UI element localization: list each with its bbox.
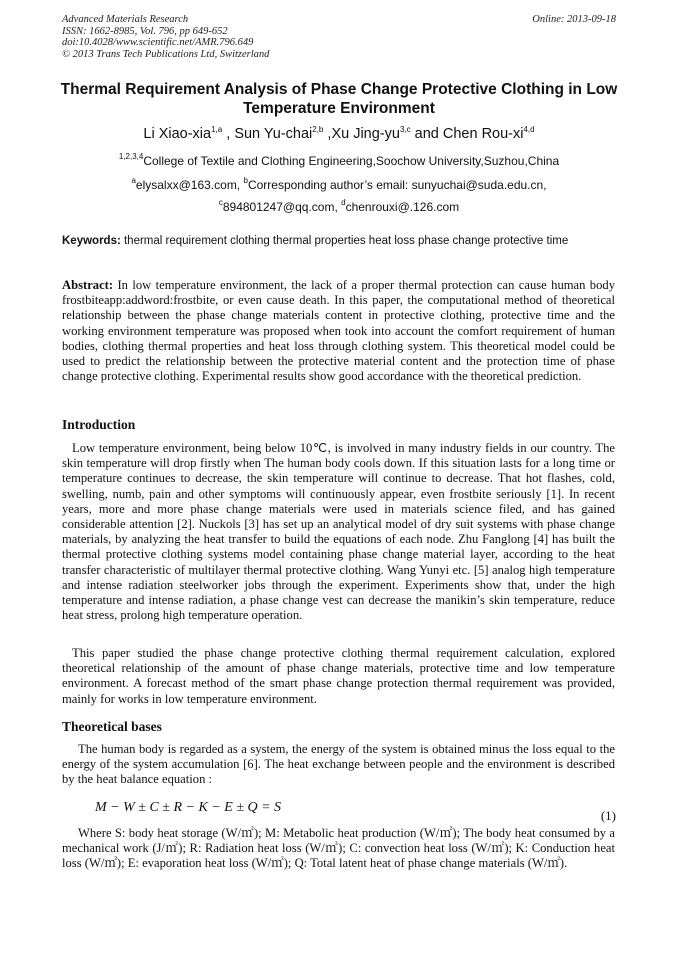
- abstract-label: Abstract:: [62, 278, 114, 292]
- journal-header: [62, 14, 269, 60]
- email-superscript: c: [218, 198, 223, 207]
- abstract-text: In low temperature environment, the lack of a proper thermal protection can cause human body frostbiteapp:addword:frostbite, or even cause death. In this paper, the computational method of theoretical relationship between the phase change materials content in protective clothing, protective time and the working environment temperature was proposed when took into account the comfort requirement of human bodies, clothing thermal properties and heat loss through clothing system. This theoretical model could be used to predict the relationship between the protective material content and the protection time of phase change protective clothing. Experimental results show good accordance with the theoretical prediction.: [62, 278, 615, 384]
- abstract: [62, 278, 615, 384]
- section-heading-theoretical-bases: Theoretical bases: [62, 719, 162, 734]
- email-address: elysalxx@163.com,: [135, 178, 244, 192]
- introduction-paragraph-1: Low temperature environment, being below 10℃, is involved in many industry fields in our country. The skin temperature will drop firstly when The human body cools down. If this situation lasts for a long time or temperature continues to decrease, the skin temperature will continue to decrease. That hot flashes, cold, swelling, numb, pain and other symptoms will continuously appear, even frostbite seriously [1]. In recent years, more and more phase change materials were used in materials science filed, and has gained considerable attention [2]. Nuckols [3] has set up an analytical model of dry suit systems with phase change materials, by analyzing the heat transfer to build the equations of each node. Zhu Fanglong [4] has built the thermal protective clothing systems model containing phase change material layer, according to the heat transfer characteristic of multilayer thermal protective clothing. Wang Yunyi etc. [5] analog high temperature and intense radiation steelworker jobs through the experiment. Experiments show that, under the high temperature and intense radiation, a phase change vest can decrease the manikin’s skin temperature, reduce heat stress, prolong high temperature operation.: [62, 441, 615, 623]
- author-superscript: 4,d: [523, 125, 535, 134]
- author-name: Li Xiao-xia: [143, 126, 212, 142]
- author-separator: ,: [222, 126, 235, 142]
- section-heading-introduction: Introduction: [62, 417, 136, 432]
- author-superscript: 3,c: [399, 125, 411, 134]
- author-superscript: 1,a: [211, 125, 223, 134]
- heat-balance-equation: M − W ± C ± R − K − E ± Q = S: [95, 800, 282, 815]
- affiliation-superscript: 1,2,3,4: [118, 152, 144, 161]
- issn-line: ISSN: 1662-8985, Vol. 796, pp 649-652: [62, 25, 228, 37]
- email-superscript: d: [341, 198, 346, 207]
- author-separator: ,: [323, 126, 332, 142]
- affiliation: [55, 154, 623, 168]
- author-name: Sun Yu-chai: [234, 126, 313, 142]
- email-superscript: b: [243, 176, 248, 185]
- theoretical-paragraph-1: The human body is regarded as a system, the energy of the system is obtained minus the loss equal to the energy of the system accumulation [6]. The heat exchange between people and the environment is described by the heat balance equation :: [62, 742, 615, 787]
- email-address: chenrouxi@.126.com: [345, 200, 460, 214]
- author-list: [55, 126, 623, 142]
- doi-line: doi:10.4028/www.scientific.net/AMR.796.649: [62, 37, 254, 48]
- keywords: [62, 234, 615, 249]
- online-date: Online: 2013-09-18: [532, 14, 616, 25]
- author-name: Xu Jing-yu: [331, 126, 400, 142]
- author-separator: and: [410, 126, 443, 142]
- email-address: Corresponding author’s email: sunyuchai@suda.edu.cn,: [247, 178, 547, 192]
- introduction-paragraph-2: This paper studied the phase change protective clothing thermal requirement calculation, explored theoretical relationship of the amount of phase change materials, protective time and low temperature environment. A forecast method of the smart phase change protection thermal requirement was provided, mainly for works in low temperature environment.: [62, 646, 615, 706]
- equation-number: (1): [600, 808, 616, 823]
- email-superscript: a: [131, 176, 136, 185]
- email-line-1: [55, 178, 623, 192]
- email-address: 894801247@qq.com,: [222, 200, 342, 214]
- author-name: Chen Rou-xi: [442, 126, 524, 142]
- equation-definitions: Where S: body heat storage (W/㎡); M: Metabolic heat production (W/㎡); The body heat consumed by a mechanical work (J/㎡); R: Radiation heat loss (W/㎡); C: convection heat loss (W/㎡); K: Conduction heat loss (W/㎡); E: evaporation heat loss (W/㎡); Q: Total latent heat of phase change materials (W/㎡).: [62, 826, 615, 871]
- paper-title: Thermal Requirement Analysis of Phase Change Protective Clothing in Low Temperature Environment: [60, 81, 618, 117]
- copyright-line: © 2013 Trans Tech Publications Ltd, Switzerland: [62, 48, 270, 60]
- author-superscript: 2,b: [312, 125, 324, 134]
- keywords-label: Keywords:: [62, 235, 121, 247]
- affiliation-text: College of Textile and Clothing Engineering,Soochow University,Suzhou,China: [143, 154, 560, 168]
- email-line-2: [55, 200, 623, 214]
- keywords-text: thermal requirement clothing thermal properties heat loss phase change protective time: [120, 235, 569, 247]
- journal-name: Advanced Materials Research: [62, 14, 189, 25]
